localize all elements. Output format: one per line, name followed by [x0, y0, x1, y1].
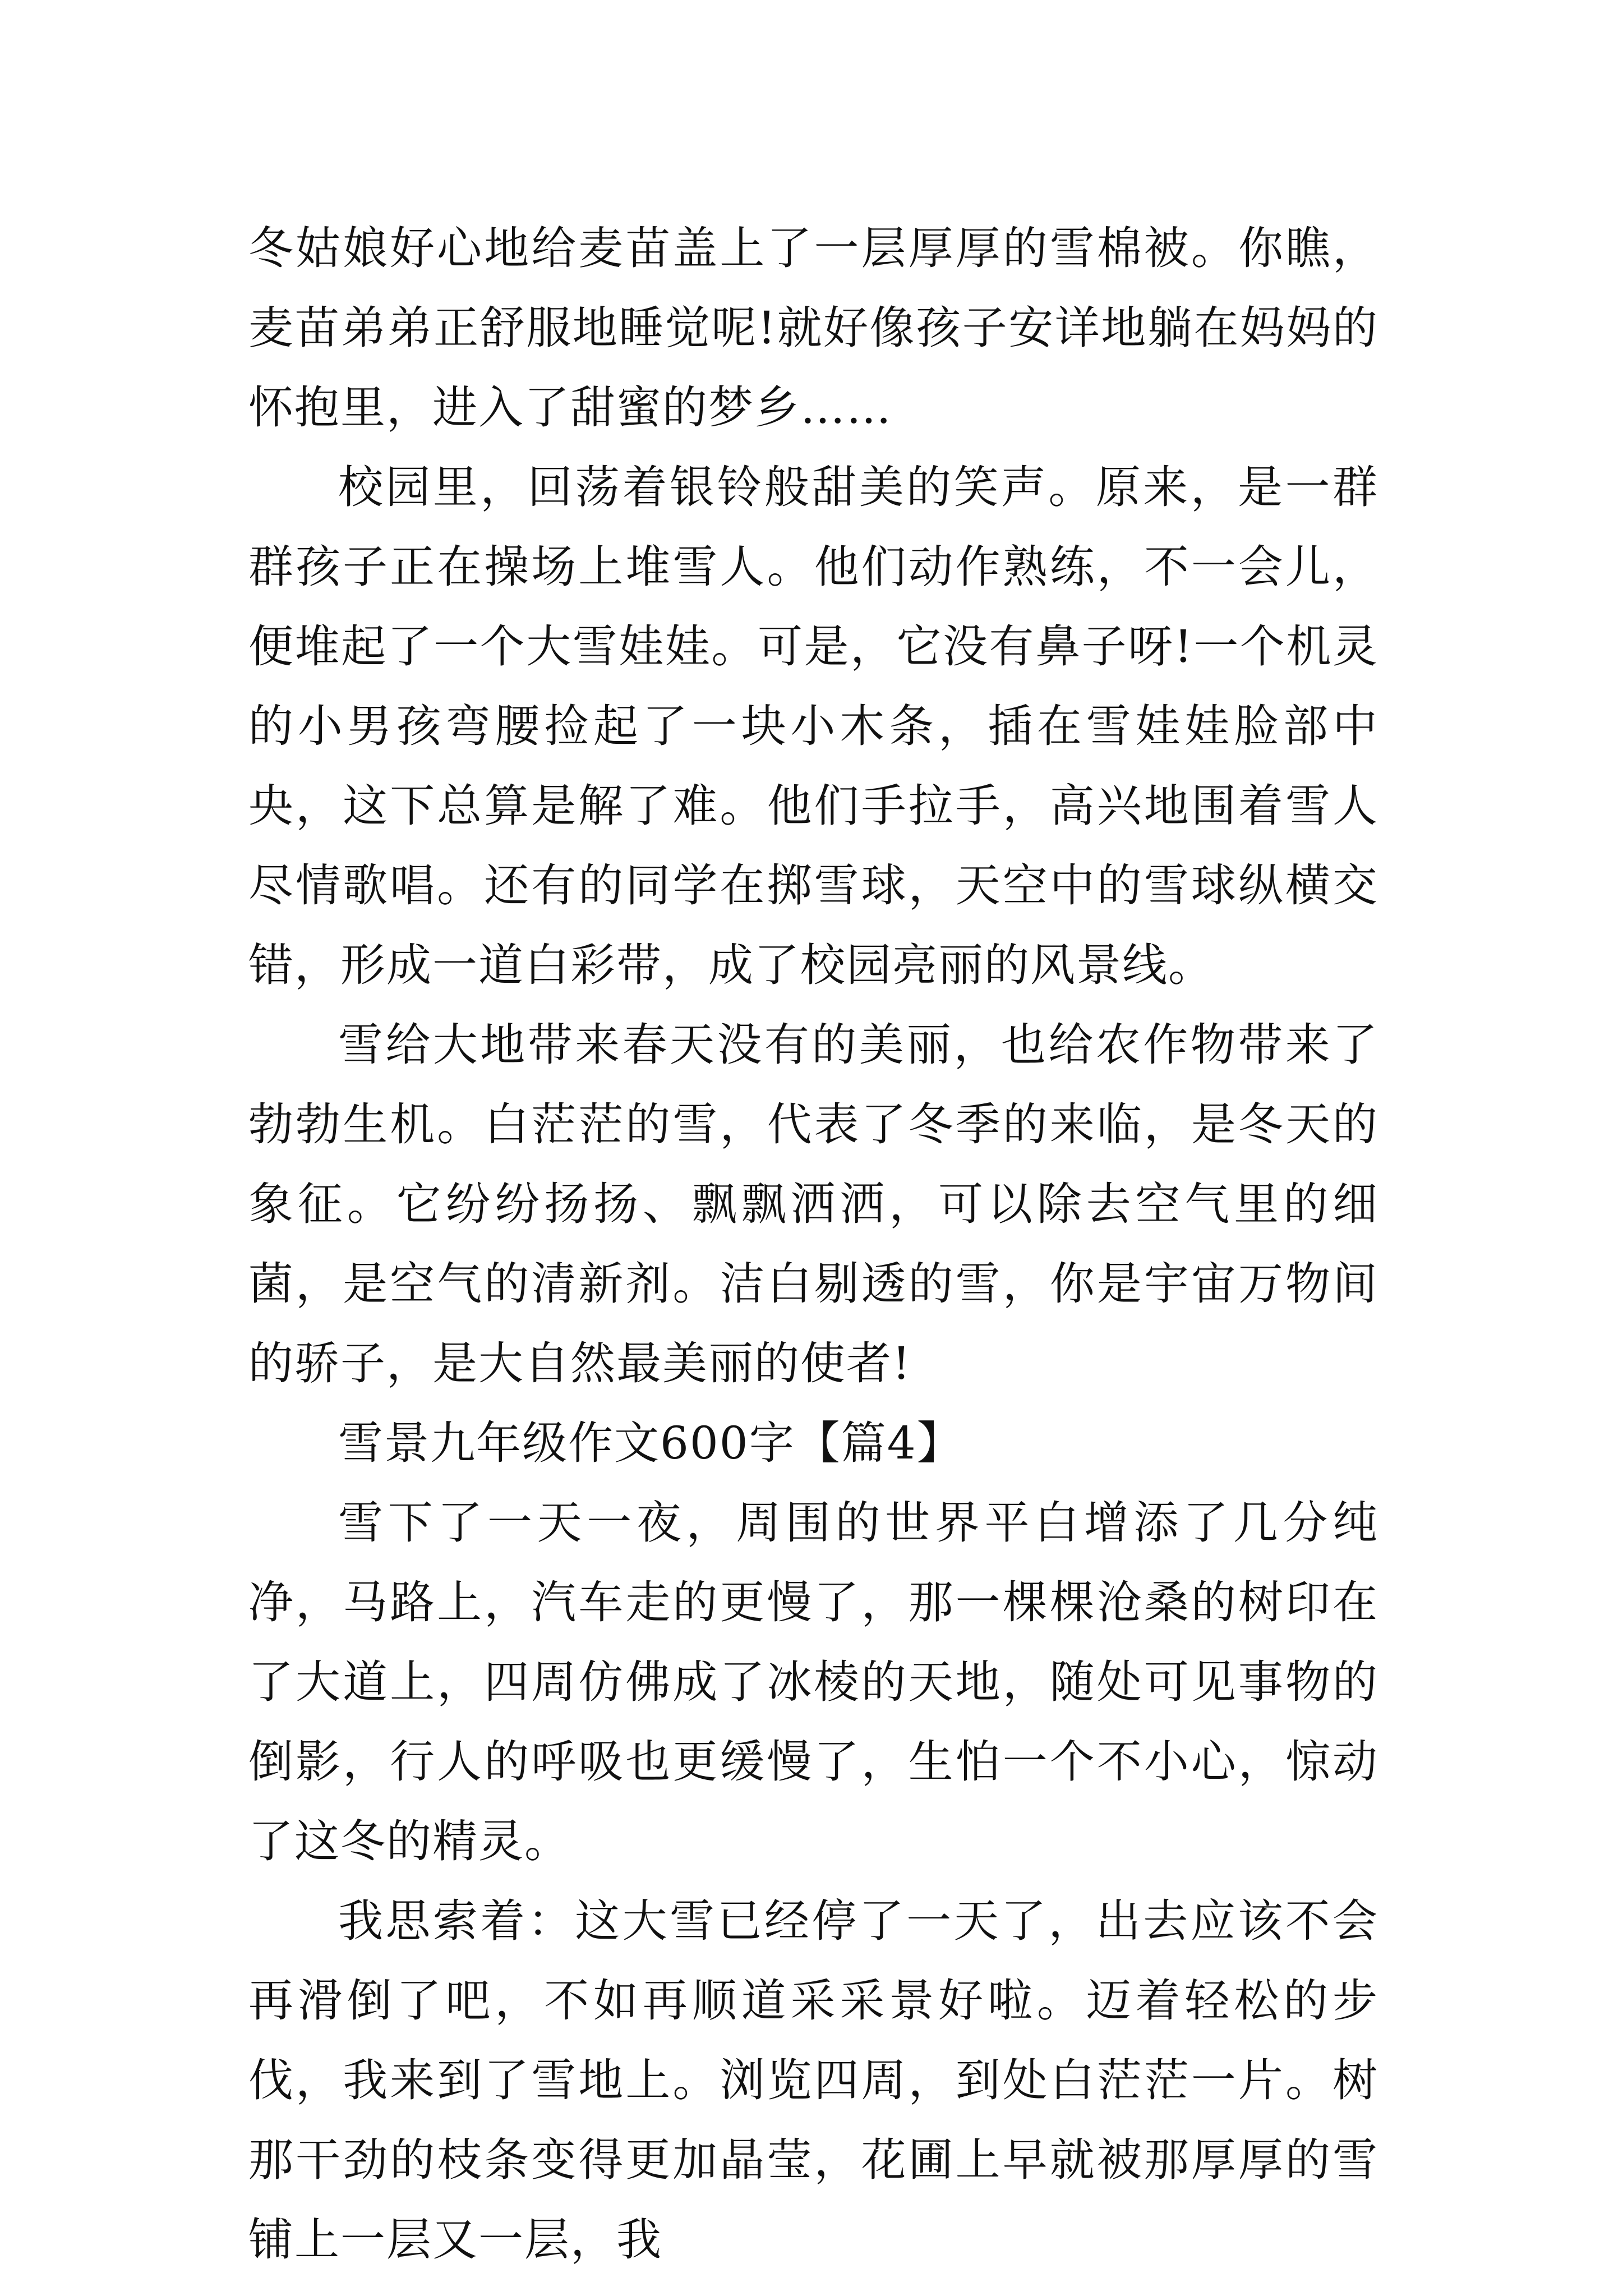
paragraph-snow-beauty: 雪给大地带来春天没有的美丽，也给农作物带来了勃勃生机。白茫茫的雪，代表了冬季的来临，是冬天的象征。它纷纷扬扬、飘飘洒洒，可以除去空气里的细菌，是空气的清新剂。洁白剔透的雪，你是宇宙万物间的骄子，是大自然最美丽的使者! — [248, 1019, 1378, 1389]
paragraph-campus-snowman: 校园里，回荡着银铃般甜美的笑声。原来，是一群群孩子正在操场上堆雪人。他们动作熟练，不一会儿，便堆起了一个大雪娃娃。可是，它没有鼻子呀!一个机灵的小男孩弯腰捡起了一块小木条，插在雪娃娃脸部中央，这下总算是解了难。他们手拉手，高兴地围着雪人尽情歌唱。还有的同学在掷雪球，天空中的雪球纵横交错，形成一道白彩带，成了校园亮丽的风景线。 — [248, 461, 1378, 991]
paragraph-snowfall-day-night: 雪下了一天一夜，周围的世界平白增添了几分纯净，马路上，汽车走的更慢了，那一棵棵沧桑的树印在了大道上，四周仿佛成了冰棱的天地，随处可见事物的倒影，行人的呼吸也更缓慢了，生怕一个不小心，惊动了这冬的精灵。 — [248, 1497, 1378, 1867]
document-body — [248, 209, 1378, 2280]
paragraph-wheat-seedlings: 冬姑娘好心地给麦苗盖上了一层厚厚的雪棉被。你瞧，麦苗弟弟正舒服地睡觉呢!就好像孩子安详地躺在妈妈的怀抱里，进入了甜蜜的梦乡…… — [248, 222, 1378, 434]
paragraph-walk-in-snow: 我思索着：这大雪已经停了一天了，出去应该不会再滑倒了吧，不如再顺道采采景好啦。迈着轻松的步伐，我来到了雪地上。浏览四周，到处白茫茫一片。树那干劲的枝条变得更加晶莹，花圃上早就被那厚厚的雪铺上一层又一层，我 — [248, 1895, 1378, 2266]
section-heading: 雪景九年级作文600字【篇4】 — [338, 1417, 963, 1469]
